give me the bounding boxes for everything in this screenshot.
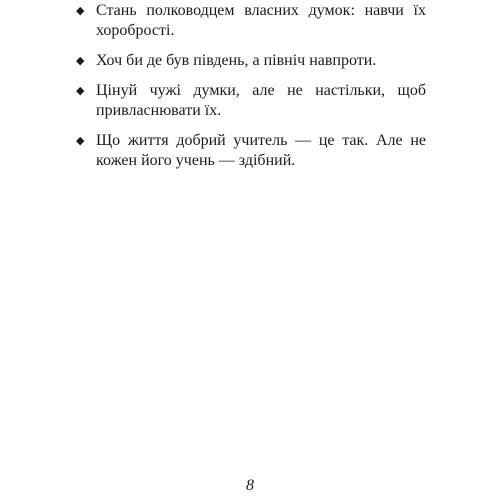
list-item: [76, 81, 426, 121]
list-item-text: Що життя добрий учитель — це так. Але не кожен його учень — здібний.: [96, 132, 426, 169]
aphorism-list: [76, 1, 426, 181]
list-item: [76, 131, 426, 171]
diamond-bullet-icon: ◆: [76, 55, 85, 67]
diamond-bullet-icon: ◆: [76, 135, 85, 147]
diamond-bullet-icon: ◆: [76, 5, 85, 17]
list-item-text: Стань полководцем власних думок: навчи їх хоробрості.: [96, 2, 426, 39]
list-item: [76, 1, 426, 41]
diamond-bullet-icon: ◆: [76, 85, 85, 97]
list-item: [76, 51, 426, 71]
list-item-text: Цінуй чужі думки, але не настільки, щоб привласнювати їх.: [96, 82, 426, 119]
list-item-text: Хоч би де був південь, а північ навпроти.: [96, 52, 377, 69]
page-number: 8: [246, 477, 254, 494]
